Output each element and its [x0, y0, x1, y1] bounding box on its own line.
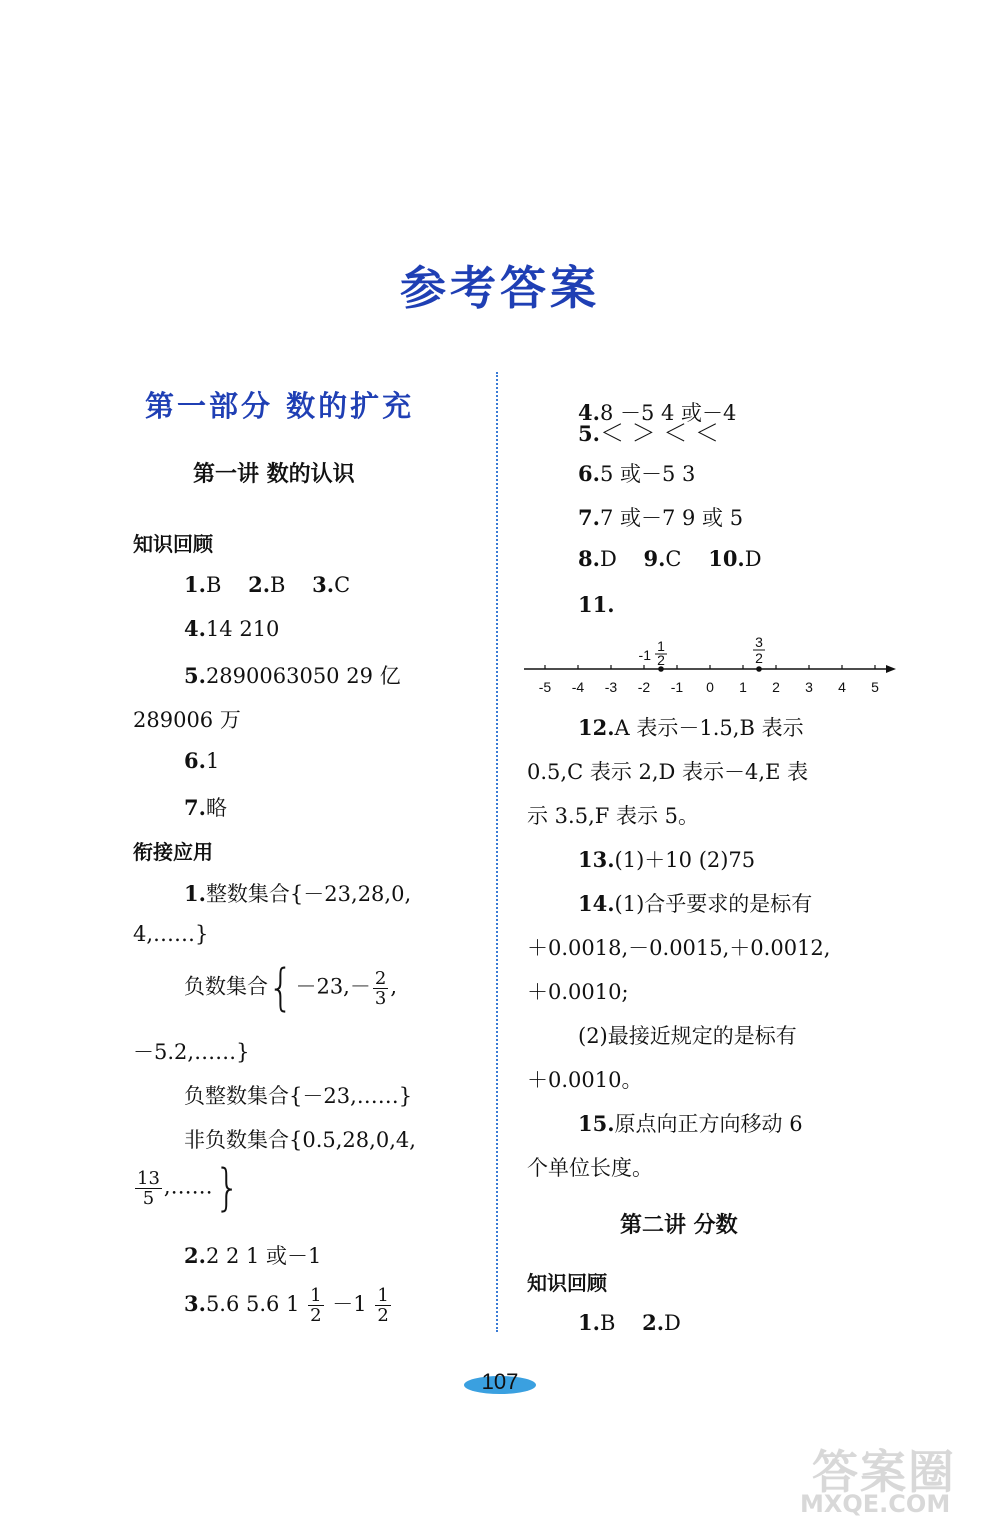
fraction: $\frac{2}{3}$	[374, 967, 387, 1009]
tick-label: 4	[838, 679, 846, 695]
mark-three-halves	[753, 634, 765, 672]
column-divider	[496, 372, 498, 1332]
fraction: $\frac{13}{5}$	[137, 1167, 160, 1209]
answer-r11: 11.	[578, 592, 615, 617]
tick-label: -3	[604, 679, 618, 695]
lecture-2-title: 第二讲 分数	[620, 1213, 738, 1238]
apply-1-cont: 4,……}	[133, 922, 209, 946]
mark-pos-num: 3	[755, 634, 763, 650]
point-dot	[756, 666, 762, 672]
answer-5-cont: 289006 万	[133, 708, 241, 732]
negative-set-cont: －5.2,……}	[133, 1040, 250, 1064]
part-title: 第一部分 数的扩充	[145, 389, 415, 423]
apply-2: 2.2 2 1 或－1	[184, 1243, 322, 1268]
answer-r4: 4.8 －5 4 或－4	[578, 400, 737, 425]
watermark-logo: 答案圈	[812, 1445, 956, 1499]
fraction: $\frac{1}{2}$	[310, 1285, 322, 1326]
page-title: 参考答案	[400, 261, 600, 315]
tick-label: 0	[706, 679, 714, 695]
answer-r15-line2: 个单位长度。	[527, 1156, 653, 1180]
mark-neg-num: 1	[657, 638, 665, 654]
answer-r15: 15.原点向正方向移动 6	[578, 1111, 803, 1136]
page-number: 107	[481, 1369, 519, 1394]
arrow-icon	[886, 665, 896, 673]
section-review: 知识回顾	[133, 532, 213, 556]
fraction: $\frac{1}{2}$	[377, 1285, 389, 1326]
answer-r6: 6.5 或－5 3	[578, 461, 696, 486]
answer-r14-line3: ＋0.0010;	[527, 980, 629, 1004]
answer-r5: 5.＜ ＞ ＜ ＜	[578, 419, 719, 447]
tick-label: 5	[871, 679, 879, 695]
left-brace: {	[268, 959, 294, 1017]
answer-r12-line3: 示 3.5,F 表示 5。	[527, 804, 700, 828]
answer-r14-line5: ＋0.0010。	[527, 1068, 643, 1092]
tick-label: 3	[805, 679, 813, 695]
lecture-1-title: 第一讲 数的认识	[193, 462, 355, 487]
tick-label: 1	[739, 679, 747, 695]
answer-7: 7.略	[184, 795, 227, 820]
number-line	[520, 632, 900, 702]
section-review-2: 知识回顾	[527, 1271, 607, 1295]
apply-3: 3.5.6 5.6 1 $\frac{1}{2}$ －1 $\frac{1}{2}$	[184, 1285, 389, 1326]
mark-pos-den: 2	[755, 650, 763, 666]
answer-r12-line2: 0.5,C 表示 2,D 表示－4,E 表	[527, 760, 809, 784]
answer-r14-line2: ＋0.0018,－0.0015,＋0.0012,	[527, 936, 831, 960]
right-brace: }	[214, 1159, 241, 1217]
negative-int-set: 负整数集合{－23,……}	[184, 1084, 413, 1108]
answer-r12: 12.A 表示－1.5,B 表示	[578, 715, 804, 740]
tick-label: -4	[571, 679, 585, 695]
nonneg-set-cont: $\frac{13}{5}$ ,……}	[137, 1159, 241, 1217]
section-apply: 衔接应用	[133, 840, 213, 864]
tick-label: -1	[670, 679, 684, 695]
tick-label: 2	[772, 679, 780, 695]
answer-5: 5.2890063050 29 亿	[184, 663, 401, 688]
tick-label: -5	[538, 679, 552, 695]
page-number-badge	[462, 1368, 538, 1398]
answer-r14: 14.(1)合乎要求的是标有	[578, 891, 813, 916]
answer-r7: 7.7 或－7 9 或 5	[578, 505, 744, 530]
answer-r14-line4: (2)最接近规定的是标有	[578, 1024, 797, 1048]
answer-1-3: 1.B 2.B 3.C	[184, 572, 351, 597]
mark-neg-one-half	[639, 638, 667, 672]
apply-1: 1.整数集合{－23,28,0,	[184, 881, 412, 906]
answer-r8-10: 8.D 9.C 10.D	[578, 546, 762, 571]
answer-r13: 13.(1)＋10 (2)75	[578, 847, 756, 872]
answer-6: 6.1	[184, 748, 220, 773]
answer-4: 4.14 210	[184, 616, 280, 641]
mark-neg-label: -1	[638, 647, 651, 663]
mark-neg-den: 2	[657, 652, 665, 668]
negative-set: 负数集合{－23,－ $\frac{2}{3}$ ,	[184, 959, 397, 1017]
watermark-url: MXQE.COM	[800, 1490, 951, 1518]
answer-r2-1-2: 1.B 2.D	[578, 1310, 681, 1335]
tick-label: -2	[637, 679, 651, 695]
nonneg-set: 非负数集合{0.5,28,0,4,	[184, 1128, 416, 1152]
